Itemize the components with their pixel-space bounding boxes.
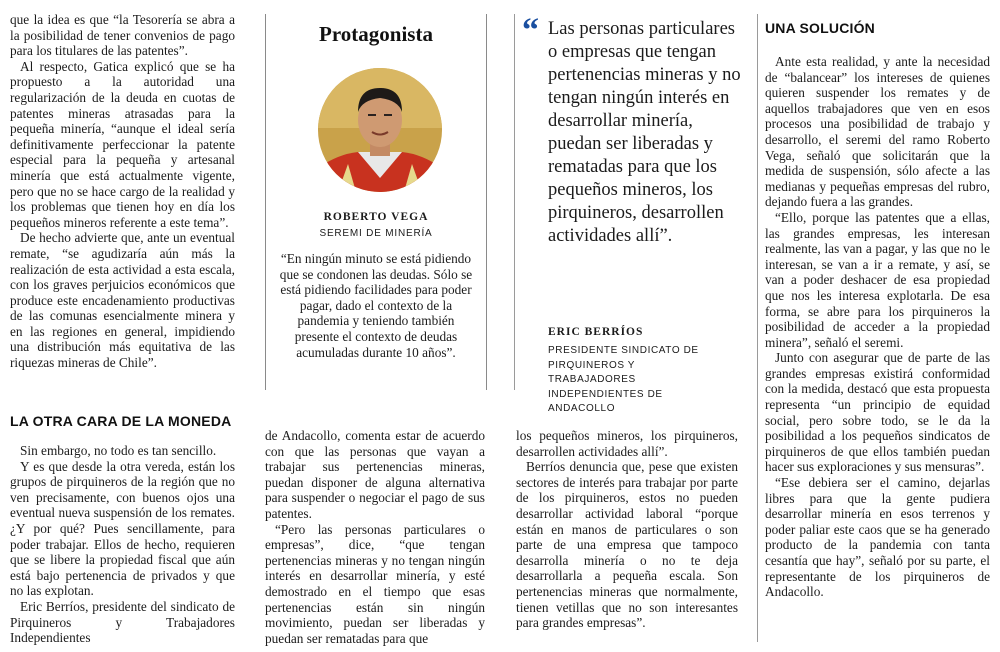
paragraph: Eric Berríos, presidente del sindicato de Pirquineros y Trabajadores Independientes [10,598,235,646]
column-1-bottom [10,443,235,646]
paragraph: “Ello, porque las patentes que a ellas, las grandes empresas, les interesan realmente, las van a pagar, y las que no le interesan, se van a ir a remate, y así, se van a poder deshacer de esa propiedad que nos les interesa explotarla. De esa forma, se abre para los pirquineros la posibilidad de acceder a la propiedad minera”, señaló el seremi. [765,209,990,350]
paragraph: Berríos denuncia que, pese que existen sectores de interés para trabajar por parte de los pirquineros, estos no pueden desarrollar actividad laboral “porque están en manos de particulares o son parte de una empresa que tampoco desarrolla minería o no te deja desarrollarla a pequeña escala. Son pertenencias mineras que normalmente, tienen vetillas que no son interesantes para grandes empresas”. [516,459,738,631]
section-heading-una-solucion: UNA SOLUCIÓN [765,20,875,36]
protagonist-quote: “En ningún minuto se está pidiendo que se condonen las deudas. Sólo se está pidiendo facilidades para poder pagar, dado el contexto de la pandemia y teniendo también presente el contexto de deudas acumuladas durante 10 años”. [279,251,473,360]
paragraph: Ante esta realidad, y ante la necesidad de “balancear” los intereses de quienes quieren suspender los remates y de aquellos trabajadores que ven en esos procesos una posibilidad de trabajo y desarrollo, el seremi del ramo Roberto Vega, señaló que solicitarán que la medida de suspensión, sólo afecte a las medianas y pequeñas empresas del rubro, dejando fuera a las grandes. [765,54,990,210]
column-2-bottom [265,428,485,646]
pull-quote-author-role: PRESIDENTE SINDICATO DE PIRQUINEROS Y TRABAJADORES INDEPENDIENTES DE ANDACOLLO [548,345,699,414]
paragraph: De hecho advierte que, ante un eventual remate, “se agudizaría aún más la realización de esta actividad a esta escala, con los graves perjuicios económicos que produce este encadenamiento productivas de las comunas esencialmente minera y en las regiones en general, impidiendo una distribución más equitativa de las riquezas mineras de Chile”. [10,230,235,371]
paragraph: Sin embargo, no todo es tan sencillo. [20,443,217,458]
paragraph: “Pero las personas particulares o empresas”, dice, “que tengan pertenencias mineras y no tengan ningún interés en desarrollar minería, y esté demostrado en el tiempo que esas pertenencias están sin ningún movimiento, puedan ser liberadas y puedan ser rematadas para que [265,521,485,646]
pull-quote-author: ERIC BERRÍOS [548,326,644,338]
paragraph: Al respecto, Gatica explicó que se ha propuesto a la autoridad una regularización de la deuda en cuotas de patentes mineras atrasadas para la pequeña minería, “aunque el ideal sería definitivamente perfeccionar la patente especial para la pequeña y artesanal minería que está actualmente vigente, pero que no se hace cargo de la realidad y los problemas que tienen hoy en día los pequeños mineros referente a este tema”. [10,58,235,230]
paragraph: Junto con asegurar que de parte de las grandes empresas existirá conformidad con la medida, destacó que esta propuesta representa “un principio de equidad social, pero sobre todo, se le da la posibilidad a los pequeños sindicatos de pirquineros de que ellos también puedan hacer sus exploraciones y sus mensuras”. [765,350,990,475]
column-1-top [10,12,235,371]
paragraph: que la idea es que “la Tesorería se abra a la posibilidad de tener convenios de pago para los titulares de las patentes”. [10,12,235,59]
portrait-photo [318,68,442,192]
paragraph: los pequeños mineros, los pirquineros, desarrollen actividades allí”. [516,428,738,459]
column-divider [514,14,515,390]
person-portrait-icon [318,68,442,192]
column-4 [765,54,990,600]
protagonist-name: ROBERTO VEGA [323,211,429,223]
pull-quote-text: Las personas particulares o empresas que tengan pertenencias mineras y no tengan ningún interés en desarrollar minería, puedan ser liberadas y rematadas para que los pequeños mineros, los pirquineros, desarrollen actividades allí”. [548,19,741,246]
paragraph: de Andacollo, comenta estar de acuerdo con que las personas que vayan a trabajar sus pertenencias mineras, puedan disponer de alguna alternativa para suspender o negociar el pago de sus patentes. [265,428,485,521]
protagonist-title: Protagonista [319,22,433,46]
protagonist-box [265,14,487,390]
column-divider [757,14,758,642]
column-3-bottom [516,428,738,631]
quote-mark-icon: “ [522,12,539,49]
paragraph: Y es que desde la otra vereda, están los grupos de pirquineros de la región que no ven precisamente, con buenos ojos una eventual nueva suspensión de los remates. ¿Y por qué? Pues sencillamente, para poder trabajar. Ellos de hecho, requieren que se libere la propiedad fiscal que aún está bajo pertenencia de privados y que no las explotan. [10,458,235,599]
protagonist-role: SEREMI DE MINERÍA [319,228,433,239]
section-heading-otra-cara: LA OTRA CARA DE LA MONEDA [10,413,232,429]
paragraph: “Ese debiera ser el camino, dejarlas libres para que la gente pudiera desarrollar minería en esos terrenos y poder paliar este caos que se ha generado producto de la pandemia con tanta cesantía que hay”, señaló por su parte, el representante de los pirquineros de Andacollo. [765,475,990,600]
